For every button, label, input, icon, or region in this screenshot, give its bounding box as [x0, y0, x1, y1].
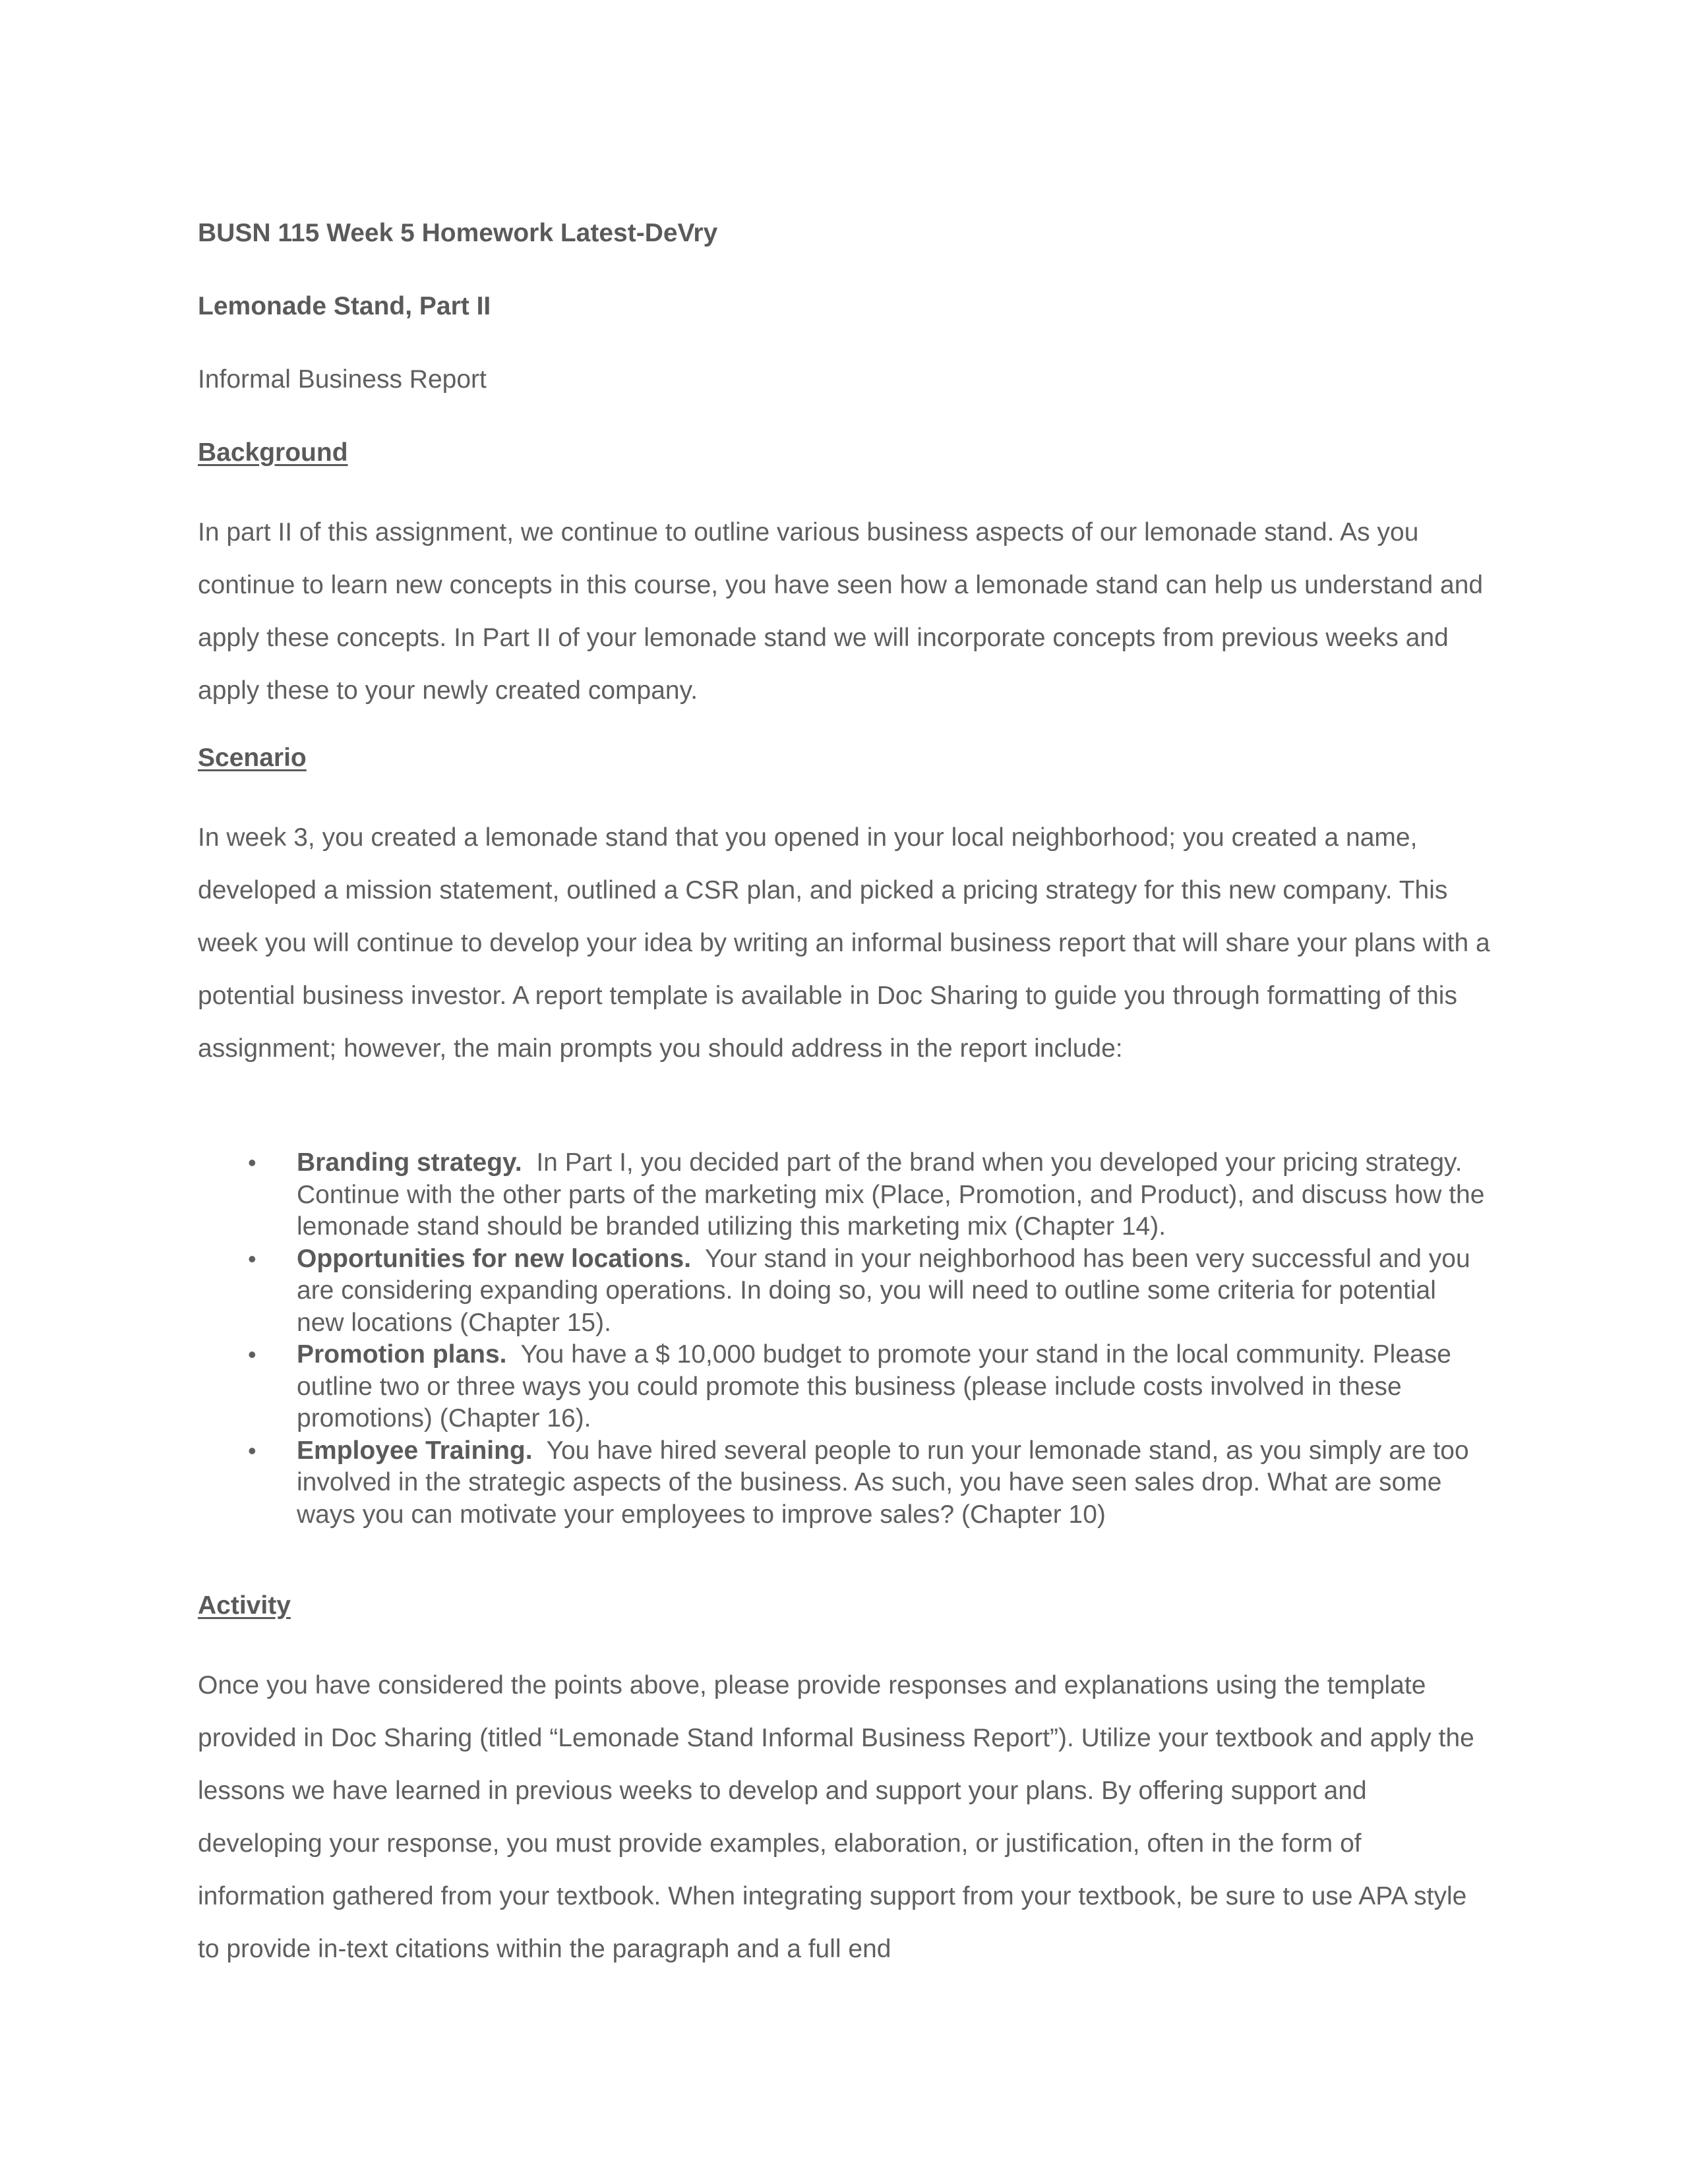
bullet-lead: Opportunities for new locations.: [297, 1244, 692, 1273]
activity-heading: Activity: [198, 1591, 291, 1620]
bullet-marker: •: [248, 1149, 256, 1176]
bullet-text: You have a $ 10,000 budget to promote your stand in the local community. Please outline two or three ways you could promote this business (please include costs involved in these promotions) (Chapter 16).: [297, 1340, 1451, 1432]
bullet-marker: •: [248, 1436, 256, 1464]
report-type: Informal Business Report: [198, 365, 487, 394]
bullet-text: In Part I, you decided part of the brand when you developed your pricing strategy. Continue with the other parts of the marketing mix (Place, Promotion, and Product), and discuss how the lemonade stand should be branded utilizing this marketing mix (Chapter 14).: [297, 1148, 1485, 1241]
bullet-text: Your stand in your neighborhood has been very successful and you are considering expanding operations. In doing so, you will need to outline some criteria for potential new locations (Chapter 15).: [297, 1244, 1470, 1337]
background-heading: Background: [198, 438, 348, 467]
bullet-promotion-plans: [198, 1339, 1490, 1435]
document-title: BUSN 115 Week 5 Homework Latest-DeVry: [198, 219, 718, 247]
bullet-lead: Promotion plans.: [297, 1340, 507, 1369]
bullet-lead: Branding strategy.: [297, 1148, 522, 1177]
prompt-bullet-list: [198, 1147, 1490, 1531]
bullet-branding-strategy: [198, 1147, 1490, 1243]
scenario-heading: Scenario: [198, 744, 307, 772]
scenario-paragraph: In week 3, you created a lemonade stand that you opened in your local neighborhood; you created a name, developed a mission statement, outlined a CSR plan, and picked a pricing strategy for this new company. This week you will continue to develop your idea by writing an informal business report that will share your plans with a potential business investor. A report template is available in Doc Sharing to guide you through formatting of this assignment; however, the main prompts you should address in the report include:: [198, 823, 1490, 1063]
bullet-lead: Employee Training.: [297, 1436, 533, 1465]
bullet-text: You have hired several people to run your lemonade stand, as you simply are too involved in the strategic aspects of the business. As such, you have seen sales drop. What are some ways you can motivate your employees to improve sales? (Chapter 10): [297, 1436, 1469, 1529]
bullet-marker: •: [248, 1341, 256, 1368]
bullet-employee-training: [198, 1435, 1490, 1531]
bullet-new-locations: [198, 1243, 1490, 1340]
activity-paragraph: Once you have considered the points above, please provide responses and explanations using the template provided in Doc Sharing (titled “Lemonade Stand Informal Business Report”). Utilize your textbook and apply the lessons we have learned in previous weeks to develop and support your plans. By offering support and developing your response, you must provide examples, elaboration, or justification, often in the form of information gathered from your textbook. When integrating support from your textbook, be sure to use APA style to provide in-text citations within the paragraph and a full end: [198, 1671, 1474, 1963]
bullet-marker: •: [248, 1245, 256, 1272]
document-subtitle: Lemonade Stand, Part II: [198, 292, 491, 320]
background-paragraph: In part II of this assignment, we continue to outline various business aspects of our lemonade stand. As you continue to learn new concepts in this course, you have seen how a lemonade stand can help us understand and apply these concepts. In Part II of your lemonade stand we will incorporate concepts from previous weeks and apply these to your newly created company.: [198, 518, 1484, 705]
